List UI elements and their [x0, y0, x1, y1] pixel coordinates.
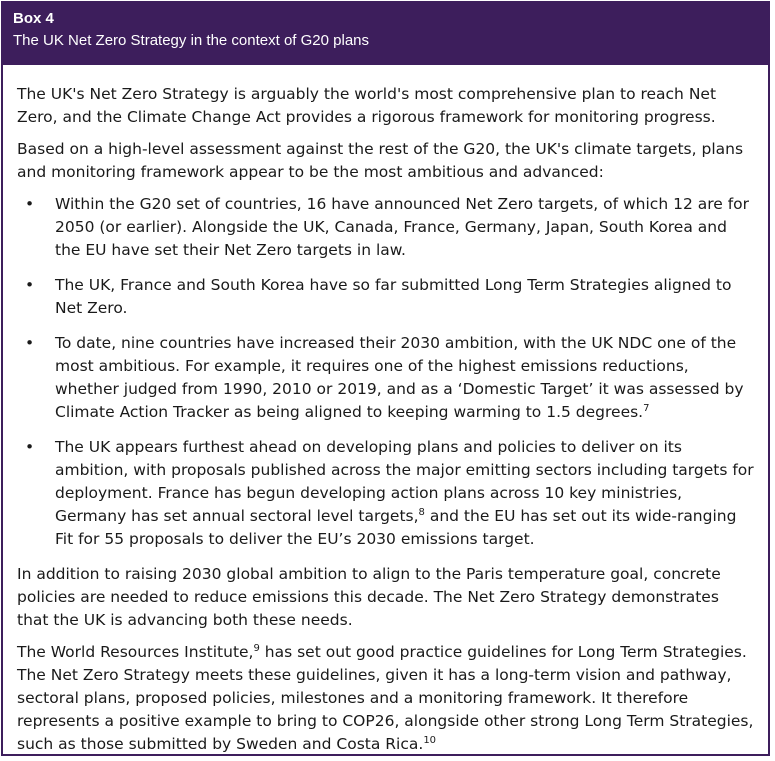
- paragraph-assessment: Based on a high-level assessment against the rest of the G20, the UK's climate targets, plans and monitoring framework appear to be the most ambitious and advanced:: [17, 140, 744, 181]
- bullet-icon: •: [25, 195, 35, 213]
- footnote-ref: 8: [418, 506, 425, 518]
- list-item-text: The UK appears furthest ahead on developing plans and policies to deliver on its ambition, with proposals published across the major emitting sectors including targets for deployment. France has begun developing action plans across 10 key ministries, Germany has set annual sectoral level targets,: [55, 438, 754, 525]
- paragraph-text-continued: has set out good practice guidelines for Long Term Strategies. The Net Zero Strategy meets these guidelines, given it has a long-term vision and pathway, sectoral plans, proposed policies, milestones and a monitoring framework. It therefore represents a positive example to bring to COP26, alongside other strong Long Term Strategies, such as those submitted by Sweden and Costa Rica.: [17, 643, 754, 753]
- paragraph-intro: The UK's Net Zero Strategy is arguably the world's most comprehensive plan to reach Net Zero, and the Climate Change Act provides a rigorous framework for monitoring progress.: [17, 85, 717, 126]
- box-title: The UK Net Zero Strategy in the context of G20 plans: [13, 32, 370, 49]
- footnote-ref: 7: [643, 402, 650, 414]
- box-4: [1, 1, 770, 756]
- footnote-ref: 10: [423, 734, 437, 746]
- paragraph-policies: In addition to raising 2030 global ambition to align to the Paris temperature goal, concrete policies are needed to reduce emissions this decade. The Net Zero Strategy demonstrates that the UK is advancing both these needs.: [17, 565, 721, 629]
- list-item: [17, 193, 754, 262]
- list-item-text: To date, nine countries have increased their 2030 ambition, with the UK NDC one of the most ambitious. For example, it requires one of the highest emissions reductions, whether judged from 1990, 2010 or 2019, and as a ‘Domestic Target’ it was assessed by Climate Action Tracker as being aligned to keeping warming to 1.5 degrees.: [55, 334, 744, 421]
- bullet-icon: •: [25, 334, 35, 352]
- list-item-text: The UK, France and South Korea have so far submitted Long Term Strategies aligned to Net Zero.: [55, 276, 732, 317]
- bullet-list: [17, 193, 754, 551]
- paragraph-wri: [17, 641, 754, 756]
- list-item: [17, 274, 754, 320]
- list-item: [17, 332, 754, 424]
- paragraph-text: The World Resources Institute,: [17, 643, 254, 661]
- box-header: [3, 3, 768, 65]
- box-label: Box 4: [13, 10, 54, 27]
- bullet-icon: •: [25, 438, 35, 456]
- box-body: [3, 65, 768, 756]
- list-item-text: Within the G20 set of countries, 16 have announced Net Zero targets, of which 12 are for 2050 (or earlier). Alongside the UK, Canada, France, Germany, Japan, South Korea and the EU have set their Net Zero targets in law.: [55, 195, 750, 259]
- footnote-ref: 9: [253, 642, 260, 654]
- list-item-text-continued: and the EU has set out its wide-ranging Fit for 55 proposals to deliver the EU’s 2030 emissions target.: [55, 507, 737, 548]
- bullet-icon: •: [25, 276, 35, 294]
- list-item: [17, 436, 754, 551]
